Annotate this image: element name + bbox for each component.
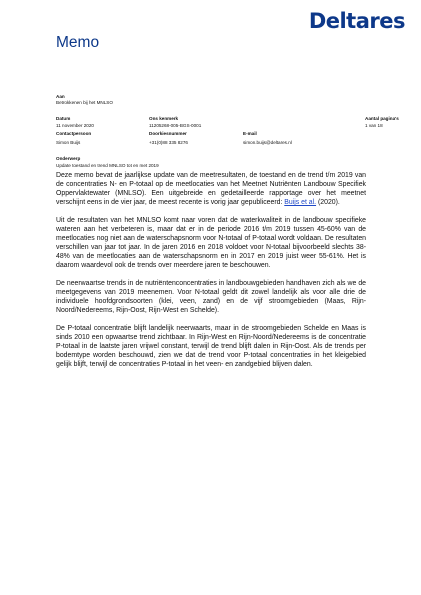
deltares-logo: Deltares [308,9,405,33]
aan-label: Aan [56,94,65,99]
contact-label: Contactpersoon [56,131,92,136]
document-title: Memo [56,34,100,51]
doorkies-label: Doorkiesnummer [149,131,187,136]
paragraph-results: Uit de resultaten van het MNLSO komt naar voren dat de waterkwaliteit in de landbouw specifieke wateren aan het verbeteren is, maar dat er in de periode 2016 t/m 2019 tussen 45-60% van de meetlocaties nog niet aan de waterschapsnorm voor N-totaal of P-totaal wordt voldaan. De resultaten verschillen van jaar tot jaar. In de jaren 2016 en 2018 voldoet voor N-totaal bijvoorbeeld slechts 38-48% van de meetlocaties aan de waterschapsnorm en in 2017 en 2019 juist weer 55-61%. Het is daarom waardevol ook de trends over meerdere jaren te beschouwen. [56,217,366,269]
paragraph-intro-tail: (2020). [316,199,340,206]
datum-value: 11 november 2020 [56,123,94,128]
memo-body [56,171,366,378]
email-label: E-mail [243,131,257,136]
aan-value: Betrokkenen bij het MNLSO [56,100,113,105]
paragraph-p-trends: De P-totaal concentratie blijft landelijk neerwaarts, maar in de stroomgebieden Schelde en Maas is sinds 2010 een opwaartse trend zichtbaar. In Rijn-West en Rijn-Noord/Nedereems is de concentratie P-totaal in de laatste jaren vrijwel constant, terwijl de trend blijft dalen in Rijn-Oost. Als de trends per bodemtype worden beschouwd, zien we dat de trend voor P-totaal concentraties in het kleigebied gelijk blijft, terwijl de concentraties P-totaal in het veen- en zandgebied blijven dalen. [56,325,366,368]
kenmerk-value: 11205268-005-BGS-0001 [149,123,202,128]
kenmerk-label: Ons kenmerk [149,116,179,121]
paginas-label: Aantal pagina's [365,116,399,121]
contact-value: Simon Buijs [56,140,81,145]
email-value: simon.buijs@deltares.nl [243,140,292,145]
paragraph-intro-text: Deze memo bevat de jaarlijkse update van de meetresultaten, de toestand en de trend t/m 2019 van de concentraties N- en P-totaal op de meetlocaties van het Meetnet Nutriënten Landbouw Specifiek Oppervlaktewater (MNLSO). Een uitgebreide en gedetailleerde rapportage over het meetnet verschijnt eens in de vier jaar, de meest recente is vorig jaar gepubliceerd: [56,172,366,206]
doorkies-value: +31(0)88 335 8276 [149,140,188,145]
paragraph-n-trends: De neerwaartse trends in de nutriëntenconcentraties in landbouwgebieden handhaven zich als we de meetgegevens van 2019 meenemen. Voor N-totaal geldt dit zowel landelijk als voor alle drie de individuele hoofdgrondsoorten (klei, veen, zand) en de vijf stroomgebieden (Maas, Rijn-Noord/Nedereems, Rijn-Oost, Rijn-West en Schelde). [56,280,366,314]
onderwerp-label: Onderwerp [56,156,81,161]
reference-link[interactable]: Buijs et al. [284,199,317,206]
paginas-value: 1 van 18 [365,123,383,128]
onderwerp-value: Update toestand en trend MNLSO tot en met 2019 [56,163,159,168]
paragraph-intro [56,171,366,207]
datum-label: Datum [56,116,71,121]
